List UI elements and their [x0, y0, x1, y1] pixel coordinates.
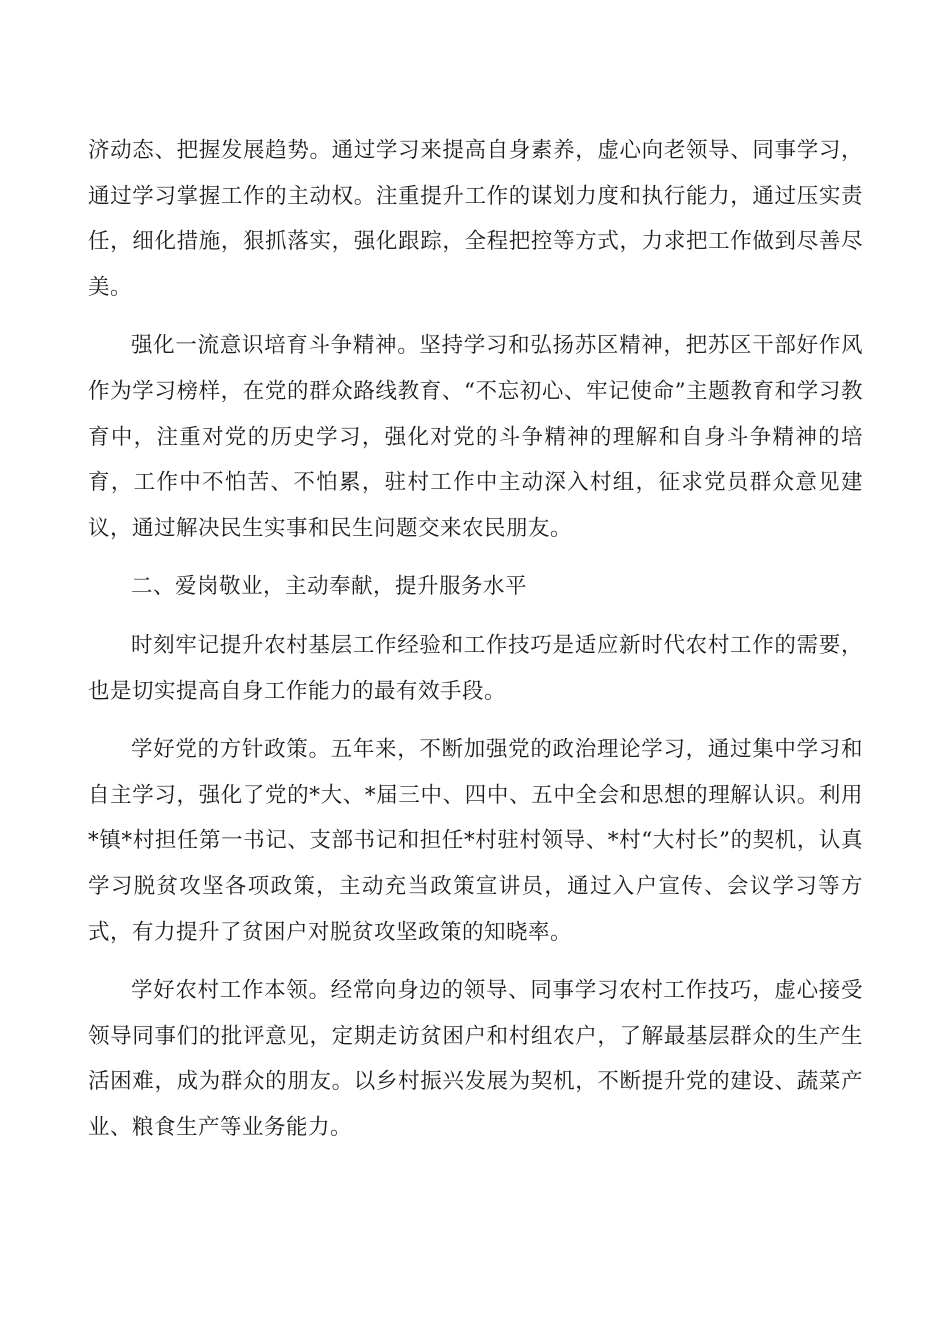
paragraph-continuation: 济动态、把握发展趋势。通过学习来提高自身素养，虚心向老领导、同事学习，通过学习掌握工作的主动权。注重提升工作的谋划力度和执行能力，通过压实责任，细化措施，狠抓落实，强化跟踪，全程把控等方式，力求把工作做到尽善尽美。	[88, 138, 863, 300]
section-heading-2: 二、爱岗敬业，主动奉献，提升服务水平	[131, 574, 528, 600]
paragraph-party-policy: 学好党的方针政策。五年来，不断加强党的政治理论学习，通过集中学习和自主学习，强化了党的*大、*届三中、四中、五中全会和思想的理解认识。利用*镇*村担任第一书记、支部书记和担任*村驻村领导、*村“大村长”的契机，认真学习脱贫攻坚各项政策，主动充当政策宣讲员，通过入户宣传、会议学习等方式，有力提升了贫困户对脱贫攻坚政策的知晓率。	[88, 737, 863, 945]
paragraph-rural-work-intro: 时刻牢记提升农村基层工作经验和工作技巧是适应新时代农村工作的需要，也是切实提高自身工作能力的最有效手段。	[88, 632, 863, 704]
paragraph-struggle-spirit: 强化一流意识培育斗争精神。坚持学习和弘扬苏区精神，把苏区干部好作风作为学习榜样，在党的群众路线教育、“不忘初心、牢记使命”主题教育和学习教育中，注重对党的历史学习，强化对党的斗争精神的理解和自身斗争精神的培育，工作中不怕苦、不怕累，驻村工作中主动深入村组，征求党员群众意见建议，通过解决民生实事和民生问题交来农民朋友。	[88, 333, 863, 541]
document-page	[88, 128, 863, 1163]
paragraph-rural-skills: 学好农村工作本领。经常向身边的领导、同事学习农村工作技巧，虚心接受领导同事们的批评意见，定期走访贫困户和村组农户，了解最基层群众的生产生活困难，成为群众的朋友。以乡村振兴发展为契机，不断提升党的建设、蔬菜产业、粮食生产等业务能力。	[88, 978, 863, 1140]
